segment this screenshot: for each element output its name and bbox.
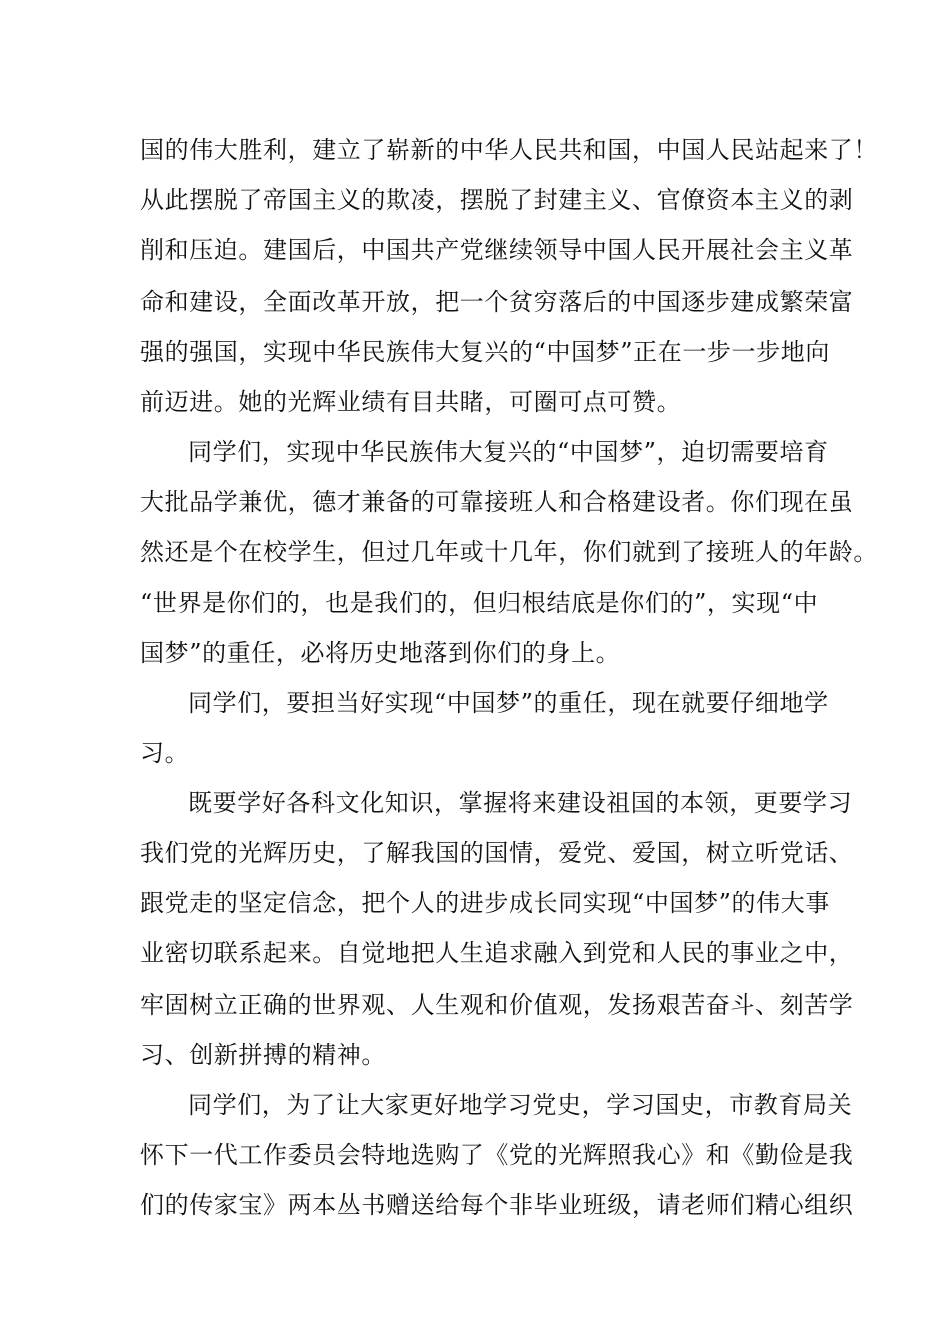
text-line: 削和压迫。建国后，中国共产党继续领导中国人民开展社会主义革	[140, 236, 854, 264]
paragraph-first-line: 同学们，要担当好实现“中国梦”的重任，现在就要仔细地学	[188, 689, 829, 717]
paragraph-first-line: 既要学好各科文化知识，掌握将来建设祖国的本领，更要学习	[188, 789, 853, 817]
text-line: 然还是个在校学生，但过几年或十几年，你们就到了接班人的年龄。	[140, 538, 878, 566]
text-line: 怀下一代工作委员会特地选购了《党的光辉照我心》和《勤俭是我	[140, 1141, 854, 1169]
text-line: 习、创新拼搏的精神。	[140, 1041, 386, 1069]
text-line: 强的强国，实现中华民族伟大复兴的“中国梦”正在一步一步地向	[140, 338, 830, 366]
text-line: 们的传家宝》两本丛书赠送给每个非毕业班级，请老师们精心组织	[140, 1191, 854, 1219]
text-line: 跟党走的坚定信念，把个人的进步成长同实现“中国梦”的伟大事	[140, 889, 830, 917]
paragraph-first-line: 同学们，为了让大家更好地学习党史，学习国史，市教育局关	[188, 1091, 853, 1119]
text-line: 从此摆脱了帝国主义的欺凌，摆脱了封建主义、官僚资本主义的剥	[140, 186, 854, 214]
text-line: 我们党的光辉历史，了解我国的国情，爱党、爱国，树立听党话、	[140, 839, 854, 867]
text-line: “世界是你们的，也是我们的，但归根结底是你们的”，实现“中	[140, 589, 819, 617]
text-line: 命和建设，全面改革开放，把一个贫穷落后的中国逐步建成繁荣富	[140, 288, 854, 316]
text-line: 业密切联系起来。自觉地把人生追求融入到党和人民的事业之中，	[140, 939, 854, 967]
paragraph-first-line: 同学们，实现中华民族伟大复兴的“中国梦”，迫切需要培育	[188, 438, 829, 466]
text-line: 国梦”的重任，必将历史地落到你们的身上。	[140, 639, 621, 667]
text-line: 习。	[140, 739, 190, 767]
text-line: 前迈进。她的光辉业绩有目共睹，可圈可点可赞。	[140, 388, 682, 416]
text-line: 牢固树立正确的世界观、人生观和价值观，发扬艰苦奋斗、刻苦学	[140, 991, 854, 1019]
text-line: 大批品学兼优，德才兼备的可靠接班人和合格建设者。你们现在虽	[140, 488, 854, 516]
text-line: 国的伟大胜利，建立了崭新的中华人民共和国，中国人民站起来了！	[140, 136, 878, 164]
